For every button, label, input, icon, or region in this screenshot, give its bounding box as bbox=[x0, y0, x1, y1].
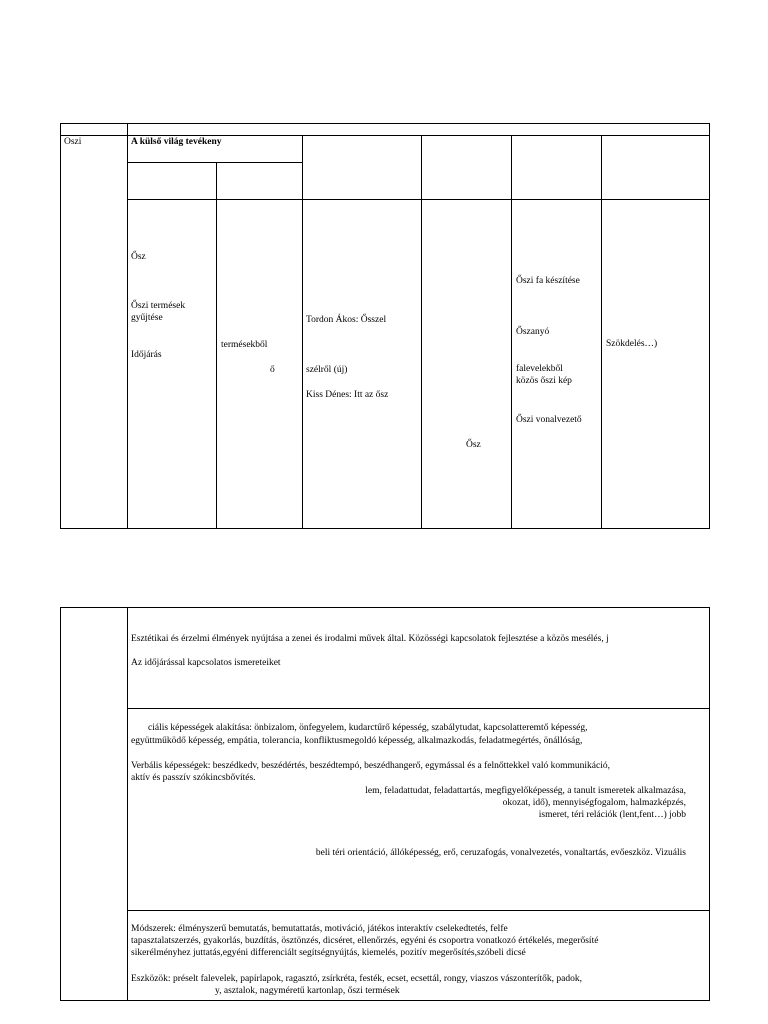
table-row-divider bbox=[127, 708, 710, 709]
skills-text: lem, feladattudat, feladattartás, megfigyelőképesség, a tanult ismeretek alkalmazása, bbox=[365, 786, 686, 796]
skills-text: ismeret, téri relációk (lent,fent…) jobb bbox=[538, 810, 686, 820]
skills-text: beli téri orientáció, állóképesség, erő, ceruzafogás, vonalvezetés, vonaltartás, evőeszköz. Vizuális bbox=[315, 848, 686, 858]
cell-text: Őszi vonalvezető bbox=[516, 415, 582, 425]
table-row-divider bbox=[127, 199, 710, 200]
table-row-divider bbox=[127, 910, 710, 911]
methods-text: tapasztalatszerzés, gyakorlás, buzdítás, ösztönzés, dicséret, ellenőrzés, egyéni és csoportra vonatkozó értékelés, megerősíté bbox=[131, 936, 599, 946]
table-border-left bbox=[60, 123, 61, 529]
cell-text: Ősz bbox=[466, 440, 481, 450]
cell-text: Tordon Ákos: Ősszel bbox=[306, 315, 387, 325]
table-border-right bbox=[709, 607, 710, 1001]
table-col-divider bbox=[511, 135, 512, 529]
cell-text: ő bbox=[270, 365, 275, 375]
skills-text: Verbális képességek: beszédkedv, beszédértés, beszédtempó, beszédhangerő, egymással és a felnőttekkel való kommunikáció, bbox=[131, 761, 610, 771]
table-row-divider bbox=[60, 135, 710, 136]
cell-text: Szökdelés…) bbox=[606, 339, 658, 349]
goals-text: Esztétikai és érzelmi élmények nyújtása a zenei és irodalmi művek által. Közösségi kapcsolatok fejlesztése a közös mesélés, j bbox=[131, 634, 609, 644]
table-col-divider bbox=[601, 135, 602, 529]
skills-text: ciális képességek alakítása: önbizalom, önfegyelem, kudarctűrő képesség, szabálytudat, kapcsolatteremtő képesség, bbox=[148, 723, 588, 733]
table-col-divider bbox=[127, 123, 128, 529]
season-label: Oszi bbox=[64, 137, 82, 147]
table-subheader-divider bbox=[127, 162, 302, 163]
tools-text: Eszközök: préselt falevelek, papírlapok, ragasztó, zsírkréta, festék, ecset, ecsettál, rongy, viaszos vászonterítők, padok, bbox=[131, 974, 582, 984]
table-col-divider bbox=[421, 135, 422, 529]
cell-text: gyűjtése bbox=[131, 313, 163, 323]
table-border-top bbox=[60, 123, 710, 124]
cell-text: szélről (új) bbox=[306, 365, 348, 375]
methods-text: sikerélményhez juttatás,egyéni differenciált segítségnyújtás, kiemelés, pozitív megerősítés,szóbeli dicsé bbox=[131, 948, 526, 958]
table-border-left bbox=[60, 607, 61, 1001]
table-col-divider bbox=[302, 135, 303, 529]
column-header: A külső világ tevékeny bbox=[131, 137, 222, 147]
goals-text: Az időjárással kapcsolatos ismereteiket bbox=[131, 658, 281, 668]
table-col-divider bbox=[127, 607, 128, 1001]
table-border-top bbox=[60, 607, 710, 608]
table-col-divider bbox=[216, 162, 217, 529]
table-border-bottom bbox=[60, 528, 710, 529]
cell-text: Időjárás bbox=[131, 350, 162, 360]
table-border-right bbox=[709, 123, 710, 529]
table-border-bottom bbox=[60, 1000, 710, 1001]
cell-text: falevelekből bbox=[516, 364, 563, 374]
cell-text: Őszi termések bbox=[131, 301, 186, 311]
cell-text: termésekből bbox=[221, 340, 268, 350]
skills-text: együttműködő képesség, empátia, tolerancia, konfliktusmegoldó képesség, alkalmazkodás, feladatmegértés, önállóság, bbox=[131, 736, 583, 746]
tools-text: y, asztalok, nagyméretű kartonlap, őszi termések bbox=[215, 986, 400, 996]
cell-text: Őszi fa készítése bbox=[516, 276, 580, 286]
skills-text: okozat, idő), mennyiségfogalom, halmazképzés, bbox=[502, 798, 686, 808]
methods-text: Módszerek: élményszerű bemutatás, bemutattatás, motiváció, játékos interaktív cselekedtetés, felfe bbox=[131, 924, 508, 934]
cell-text: Ősz bbox=[131, 252, 146, 262]
skills-text: aktív és passzív szókincsbővítés. bbox=[131, 773, 256, 783]
cell-text: Kiss Dénes: Itt az ősz bbox=[306, 390, 389, 400]
cell-text: közös őszi kép bbox=[516, 376, 572, 386]
cell-text: Őszanyó bbox=[516, 327, 550, 337]
